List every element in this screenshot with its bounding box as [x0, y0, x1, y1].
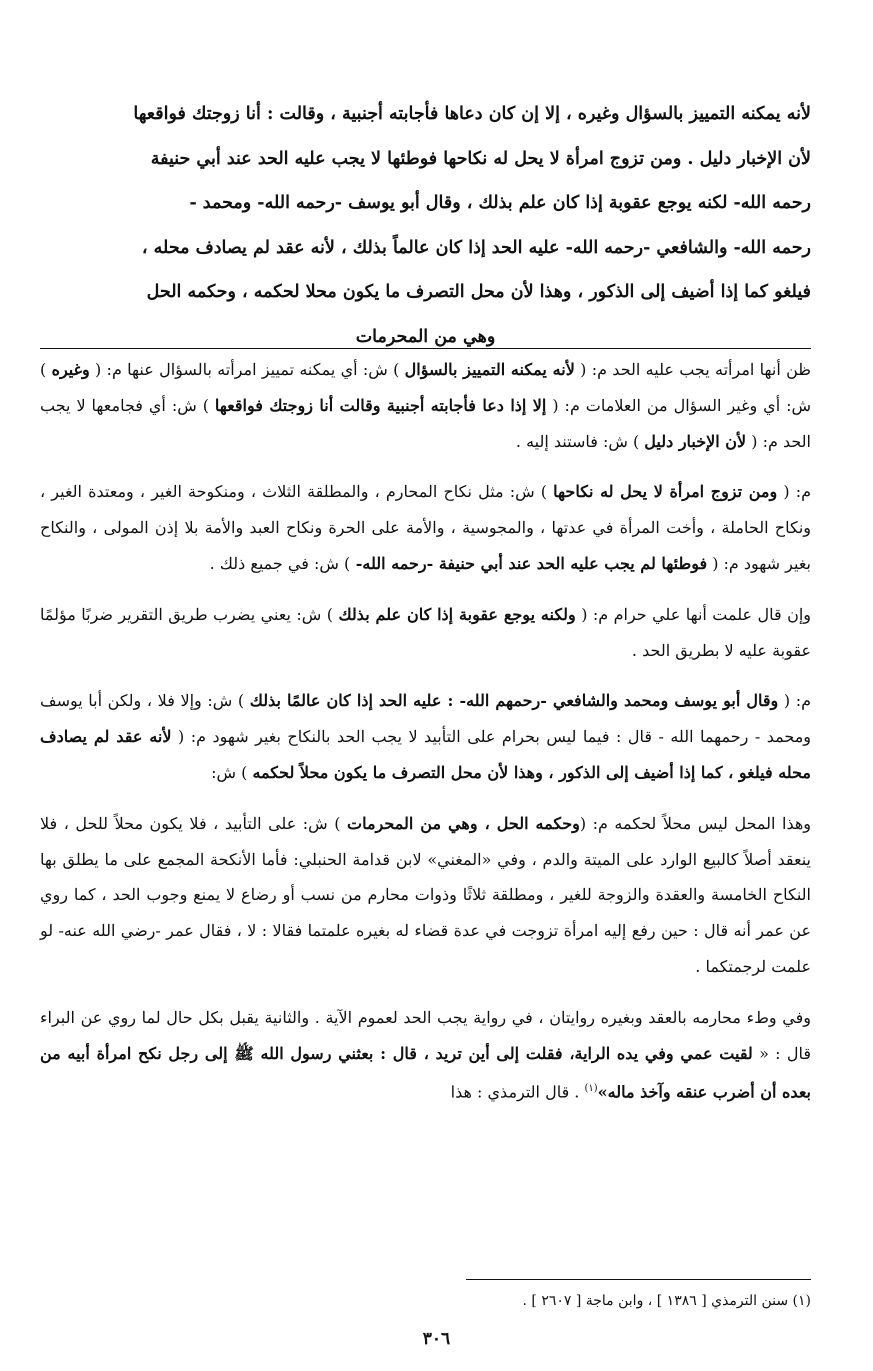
commentary-paragraph: ظن أنها امرأته يجب عليه الحد م: ( لأنه يمكنه التمييز بالسؤال ) ش: أي يمكنه تمييز امرأته بالسؤال عنها م: ( وغيره ) ش: أي وغير السؤال من العلامات م: ( إلا إذا دعا فأجابته أجنبية وقالت أنا زوجتك فواقعها ) ش: أي فجامعها لا يجب الحد م: ( لأن الإخبار دليل ) ش: فاستند إليه . — [40, 360, 812, 451]
commentary-block — [40, 352, 811, 1125]
page-number: ٣٠٦ — [422, 1329, 451, 1349]
commentary-paragraph: وهذا المحل ليس محلاً لحكمه م: (وحكمه الحل ، وهي من المحرمات ) ش: على التأبيد ، فلا يكون محلاً للحل ، فلا ينعقد أصلاً كالبيع الوارد على الميتة والدم ، وفي «المغني» لابن قدامة الحنبلي: فأما الأنكحة المجمع على ما يطلق بها النكاح الخامسة والعقدة والزوجة للغير ، ومطلقة ثلاثًا وذوات محارم من نسب أو رضاع لا يمنع وجوب الحد ، كما روي عن عمر أنه قال : حين رفع إليه امرأة تزوجت في عدة قضاء له بغيره علمتما فقالا : لا ، فقال عمر -رضي الله عنه- لو علمت لرجمتكما . — [40, 813, 812, 976]
commentary-paragraph: م: ( وقال أبو يوسف ومحمد والشافعي -رحمهم الله- : عليه الحد إذا كان عالمًا بذلك ) ش: وإلا فلا ، ولكن أبا يوسف ومحمد - رحمهما الله - قال : فيما ليس بحرام على التأبيد لا يجب الحد بالنكاح بغير شهود م: ( لأنه عقد لم يصادف محله فيلغو ، كما إذا أضيف إلى الذكور ، وهذا لأن محل التصرف ما يكون محلاً لحكمه ) ش: — [40, 691, 811, 782]
commentary-paragraph: وفي وطء محارمه بالعقد وبغيره روايتان ، في رواية يجب الحد لعموم الآية . والثانية يقبل بكل حال لما روي عن البراء قال : « لقيت عمي وفي يده الراية، فقلت إلى أين تريد ، قال : بعثني رسول الله ﷺ إلى رجل نكح امرأة أبيه من بعده أن أضرب عنقه وآخذ ماله»$^{(١)}$ . قال الترمذي : هذا — [40, 1007, 811, 1102]
commentary-paragraph: وإن قال علمت أنها علي حرام م: ( ولكنه يوجع عقوبة إذا كان علم بذلك ) ش: يعني يضرب طريق التقرير ضربًا مؤلمًا عقوبة عليه لا بطريق الحد . — [40, 604, 812, 660]
main-text-line: فيلغو كما إذا أضيف إلى الذكور ، وهذا لأن محل التصرف ما يكون محلا لحكمه ، وحكمه الحل — [146, 282, 811, 302]
main-text-line: لأن الإخبار دليل . ومن تزوج امرأة لا يحل له نكاحها فوطئها لا يجب عليه الحد عند أبي حنيفة — [150, 148, 811, 169]
section-divider — [40, 348, 811, 349]
footnote: (١) سنن الترمذي [ ١٣٨٦ ] ، وابن ماجة [ ٢٦٠٧ ] . — [522, 1293, 811, 1309]
main-text-line: رحمه الله- والشافعي -رحمه الله- عليه الحد إذا كان عالماً بذلك ، لأنه عقد لم يصادف محله ، — [141, 237, 811, 258]
main-text-block — [40, 92, 811, 359]
main-text-line: وهي من المحرمات — [355, 326, 496, 347]
main-text-line: رحمه الله- لكنه يوجع عقوبة إذا كان علم بذلك ، وقال أبو يوسف -رحمه الله- ومحمد - — [189, 193, 811, 213]
footnote-marker: (١) — [584, 1083, 598, 1095]
footnote-divider — [466, 1279, 811, 1280]
commentary-paragraph: م: ( ومن تزوج امرأة لا يحل له نكاحها ) ش: مثل نكاح المحارم ، والمطلقة الثلاث ، ومنكوحة الغير ، ومعتدة الغير ، ونكاح الحاملة ، وأخت المرأة في عدتها ، والمجوسية ، والأمة على الحرة ونكاح العبد والأمة بلا إذن المولى ، والنكاح بغير شهود م: ( فوطئها لم يجب عليه الحد عند أبي حنيفة -رحمه الله- ) ش: في جميع ذلك . — [40, 482, 812, 573]
main-text-line: لأنه يمكنه التمييز بالسؤال وغيره ، إلا إن كان دعاها فأجابته أجنبية ، وقالت : أنا زوجتك فواقعها — [133, 104, 811, 124]
